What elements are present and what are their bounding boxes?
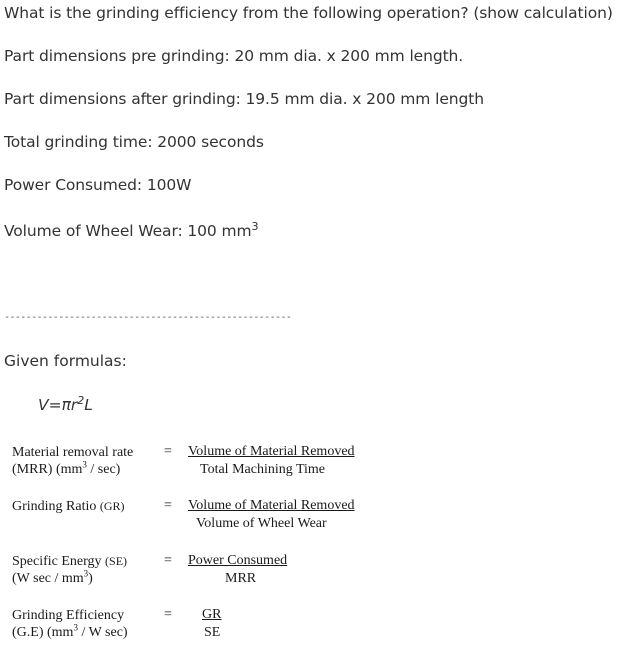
wheel-wear-volume — [4, 219, 259, 240]
power-consumed: Power Consumed: 100W — [4, 176, 192, 194]
after-grinding-dimensions: Part dimensions after grinding: 19.5 mm dia. x 200 mm length — [4, 90, 484, 108]
se-label — [12, 553, 127, 587]
section-divider: ----------------------------------------------------- — [4, 312, 292, 323]
se-label-line2: (W sec / $mm^3$) — [12, 568, 93, 586]
se-denominator: MRR — [225, 571, 257, 586]
ge-numerator: GR — [202, 607, 222, 622]
question-prompt: What is the grinding efficiency from the following operation? (show calculation) — [4, 4, 613, 22]
mrr-denominator: Total Machining Time — [200, 462, 326, 477]
gr-label: Grinding Ratio (GR) — [12, 499, 125, 514]
wheel-wear-superscript: 3 — [251, 219, 259, 233]
mrr-label-line2: (MRR) $(mm^3 / \sec)$ — [12, 459, 121, 477]
gr-denominator: Volume of Wheel Wear — [196, 516, 327, 531]
ge-equals: = — [164, 607, 172, 622]
ge-label — [12, 607, 128, 641]
volume-formula-lhs: V=πr — [38, 396, 78, 414]
se-equals: = — [164, 553, 172, 568]
volume-formula-exponent: 2 — [77, 393, 85, 407]
ge-label-line2: (G.E) ($mm^3$ / W sec) — [12, 622, 128, 640]
grinding-time: Total grinding time: 2000 seconds — [4, 133, 264, 151]
wheel-wear-text: Volume of Wheel Wear: 100 mm — [4, 222, 252, 240]
se-numerator: Power Consumed — [188, 553, 288, 568]
se-label-line1: Specific Energy (SE) — [12, 554, 128, 569]
mrr-label-line1: Material removal rate — [12, 445, 134, 460]
mrr-equals: = — [164, 444, 172, 459]
ge-denominator: SE — [204, 625, 221, 640]
mrr-label — [12, 444, 133, 478]
gr-numerator: Volume of Material Removed — [188, 498, 355, 513]
given-formulas-heading: Given formulas: — [4, 352, 127, 370]
gr-equals: = — [164, 498, 172, 513]
volume-formula — [38, 393, 93, 414]
volume-formula-rhs: L — [84, 396, 93, 414]
pre-grinding-dimensions: Part dimensions pre grinding: 20 mm dia. x 200 mm length. — [4, 47, 464, 65]
ge-label-line1: Grinding Efficiency — [12, 608, 125, 623]
mrr-numerator: Volume of Material Removed — [188, 444, 355, 459]
